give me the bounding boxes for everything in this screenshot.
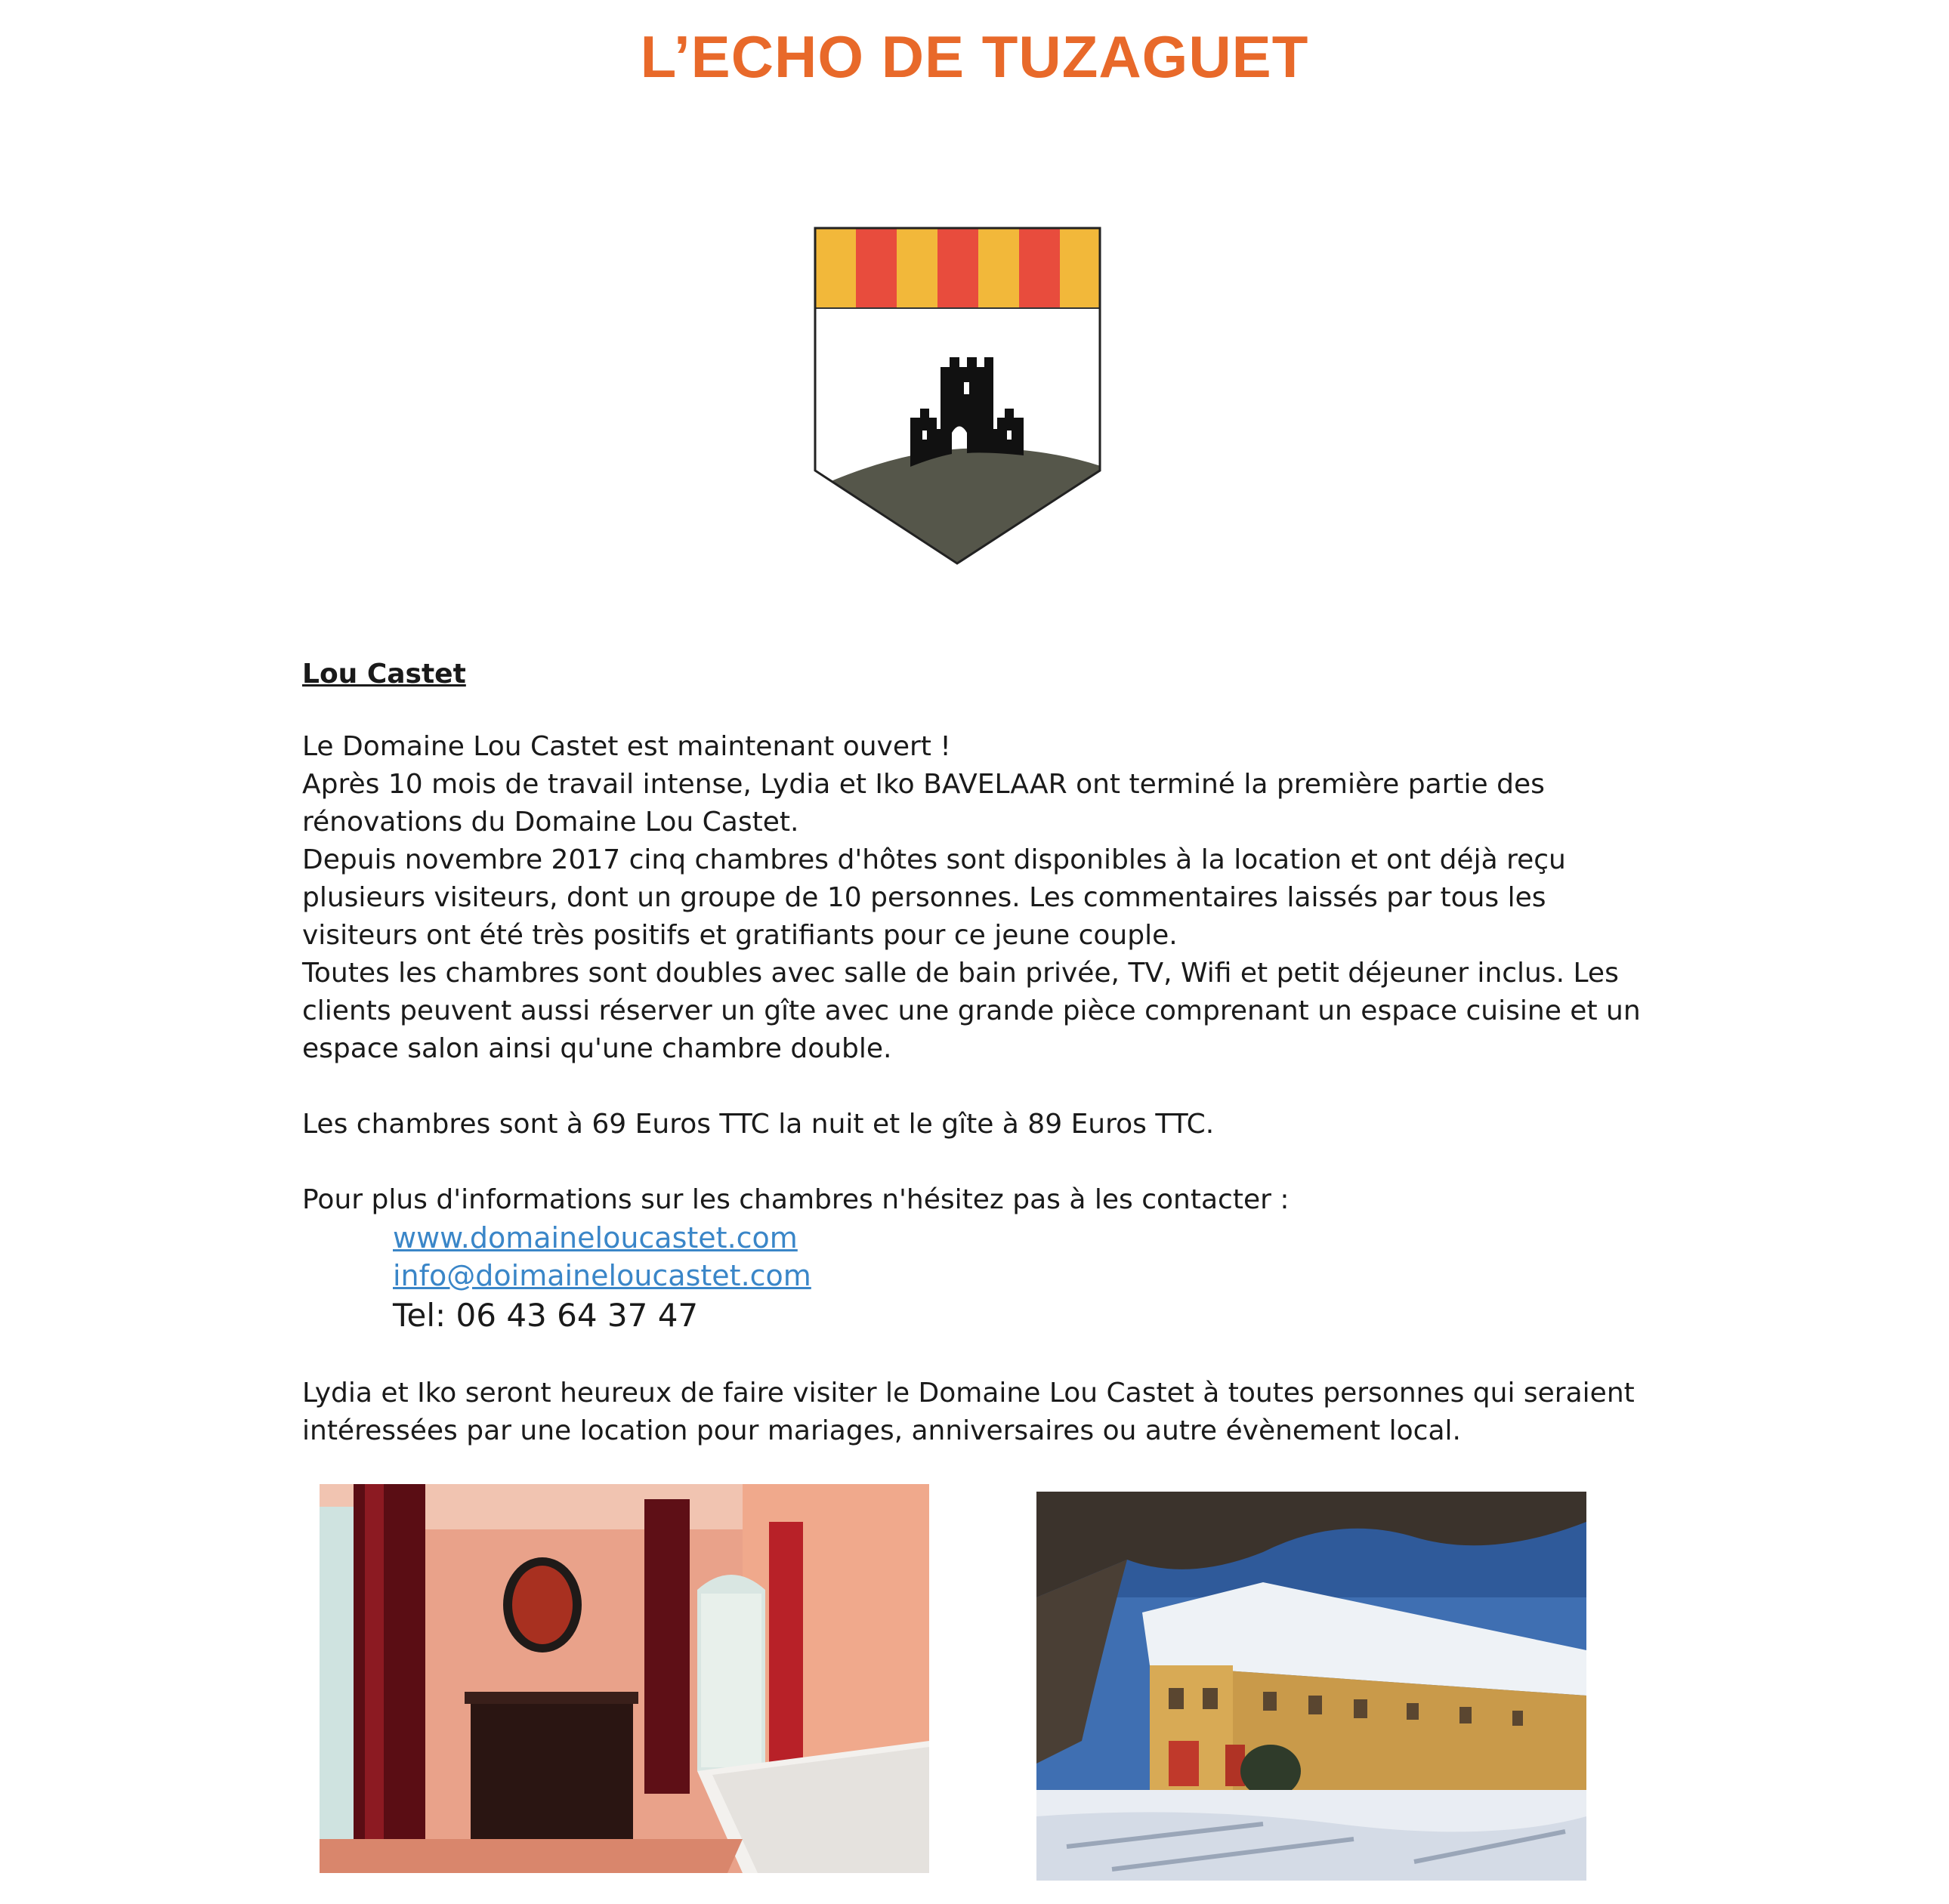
article-heading: Lou Castet [302,659,466,690]
website-link[interactable]: www.domaineloucastet.com [393,1221,798,1254]
contact-block [302,1219,1662,1337]
article-closing: Lydia et Iko seront heureux de faire visiter le Domaine Lou Castet à toutes personnes qui seraient intéressées par une location pour mariages, anniversaires ou autre évènement local. [302,1378,1635,1446]
coat-of-arms-castle-icon [812,225,1103,569]
email-link[interactable]: info@doimaineloucastet.com [393,1259,811,1292]
article-prices: Les chambres sont à 69 Euros TTC la nuit et le gîte à 89 Euros TTC. [302,1109,1215,1140]
phone-number: Tel: 06 43 64 37 47 [393,1297,699,1334]
article-line-opening: Le Domaine Lou Castet est maintenant ouvert ! [302,731,951,762]
article-line-renovation: Après 10 mois de travail intense, Lydia et Iko BAVELAAR ont terminé la première partie des rénovations du Domaine Lou Castet. [302,769,1545,838]
bedroom-photo [320,1484,929,1873]
contact-intro: Pour plus d'informations sur les chambres n'hésitez pas à les contacter : [302,1184,1290,1215]
snowy-farmhouse-photo [1036,1492,1586,1881]
article-line-guest-rooms: Depuis novembre 2017 cinq chambres d'hôtes sont disponibles à la location et ont déjà reçu plusieurs visiteurs, dont un groupe de 10 personnes. Les commentaires laissés par tous les visiteurs ont été très positifs et gratifiants pour ce jeune couple. [302,844,1566,951]
newsletter-title: L’ECHO DE TUZAGUET [640,23,1309,90]
article-lou-castet [302,656,1662,1450]
article-line-amenities: Toutes les chambres sont doubles avec salle de bain privée, TV, Wifi et petit déjeuner inclus. Les clients peuvent aussi réserver un gîte avec une grande pièce comprenant un espace cuisine et un espace salon ainsi qu'une chambre double. [302,958,1641,1064]
